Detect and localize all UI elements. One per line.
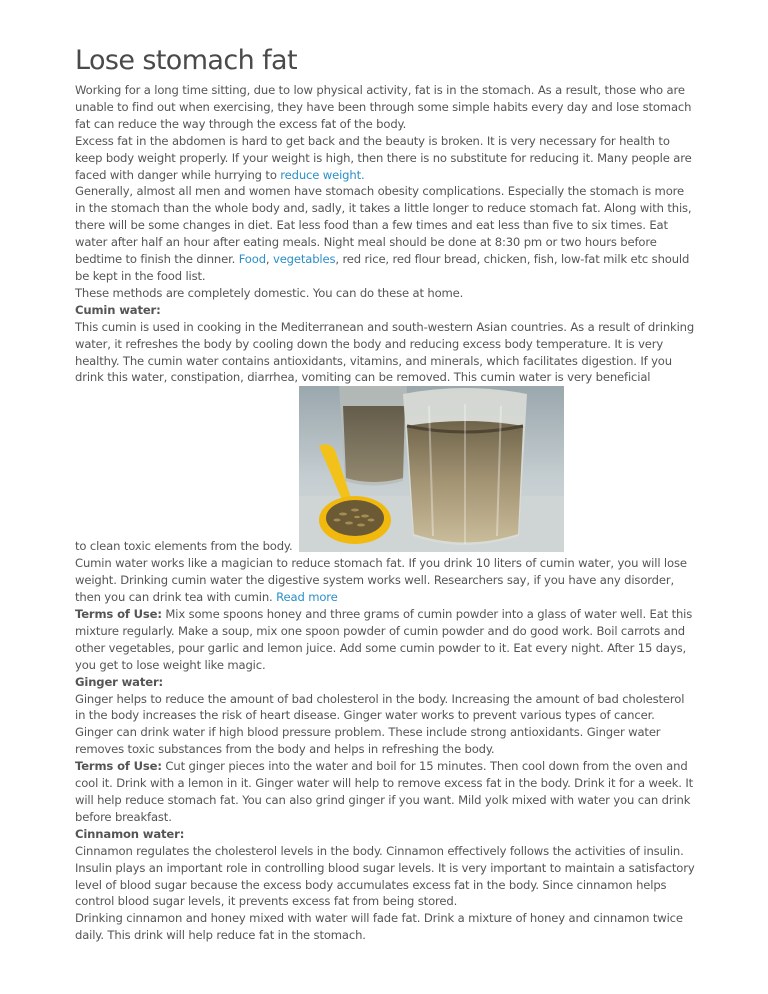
- article: [75, 44, 695, 944]
- intro-paragraph-2: Excess fat in the abdomen is hard to get back and the beauty is broken. It is very necessary for health to keep body weight properly. If your weight is high, then there is no substitute for reducing it. Many people are faced with danger while hurrying to reduce weight.: [75, 133, 692, 182]
- cinnamon-paragraph-2: Drinking cinnamon and honey mixed with water will fade fat. Drink a mixture of honey and cinnamon twice daily. This drink will help reduce fat in the stomach.: [75, 911, 683, 943]
- cumin-heading: Cumin water:: [75, 302, 161, 317]
- cumin-terms: Terms of Use: Mix some spoons honey and three grams of cumin powder into a glass of water well. Eat this mixture regularly. Make a soup, mix one spoon powder of cumin powder and do good work. Boil carrots and other vegetables, pour garlic and lemon juice. Add some cumin powder to it. Eat every night. After 15 days, you get to lose weight like magic.: [75, 607, 693, 672]
- cinnamon-heading: Cinnamon water:: [75, 826, 185, 841]
- page-title: Lose stomach fat: [75, 45, 297, 76]
- ginger-heading: Ginger water:: [75, 674, 164, 689]
- intro-paragraph-1: Working for a long time sitting, due to low physical activity, fat is in the stomach. As a result, those who are unable to find out when exercising, they have been through some simple habits every day and lose stomach fat can reduce the way through the excess fat of the body.: [75, 83, 692, 131]
- ginger-terms: Terms of Use: Cut ginger pieces into the water and boil for 15 minutes. Then cool down from the oven and cool it. Drink with a lemon in it. Ginger water will help to remove excess fat in the body. Drink it for a week. It will help reduce stomach fat. You can also grind ginger if you want. Mild yolk mixed with water you can drink before breakfast.: [75, 759, 694, 824]
- cumin-paragraph-2: Cumin water works like a magician to reduce stomach fat. If you drink 10 liters of cumin water, you will lose weight. Drinking cumin water the digestive system works well. Researchers say, if you have any disorder, then you can drink tea with cumin. Read more: [75, 556, 687, 605]
- cumin-paragraph-1-tail: to clean toxic elements from the body.: [75, 539, 293, 554]
- reduce-weight-link[interactable]: reduce weight.: [280, 167, 365, 182]
- read-more-link[interactable]: Read more: [276, 590, 338, 605]
- cumin-water-photo: [299, 386, 564, 552]
- cinnamon-paragraph-1: Cinnamon regulates the cholesterol levels in the body. Cinnamon effectively follows the activities of insulin. Insulin plays an important role in controlling blood sugar levels. It is very important to maintain a satisfactory level of blood sugar because the excess body accumulates excess fat in the body. Since cinnamon helps control blood sugar levels, it prevents excess fat from being stored.: [75, 843, 695, 909]
- vegetables-link[interactable]: vegetables: [272, 252, 336, 267]
- food-link[interactable]: Food: [238, 252, 266, 267]
- cumin-paragraph-1: This cumin is used in cooking in the Mediterranean and south-western Asian countries. As a result of drinking water, it refreshes the body by cooling down the body and reducing excess body temperature. It is very healthy. The cumin water contains antioxidants, vitamins, and minerals, which facilitates digestion. If you drink this water, constipation, diarrhea, vomiting can be removed. This cumin water is very beneficial: [75, 319, 695, 385]
- intro-paragraph-4: These methods are completely domestic. You can do these at home.: [75, 285, 464, 300]
- ginger-paragraph-1: Ginger helps to reduce the amount of bad cholesterol in the body. Increasing the amount of bad cholesterol in the body increases the risk of heart disease. Ginger water works to prevent various types of cancer. Ginger can drink water if high blood pressure problem. These include strong antioxidants. Ginger water removes toxic substances from the body and helps in refreshing the body.: [75, 691, 685, 757]
- cumin-image-block: [75, 386, 695, 555]
- intro-paragraph-3: Generally, almost all men and women have stomach obesity complications. Especially the stomach is more in the stomach than the whole body and, sadly, it takes a little longer to reduce stomach fat. Along with this, there will be some changes in diet. Eat less food than a few times and eat less than five to six times. Eat water after half an hour after eating meals. Night meal should be done at 8:30 pm or two hours before bedtime to finish the dinner. Food, vegetables, red rice, red flour bread, chicken, fish, low-fat milk etc should be kept in the food list.: [75, 184, 692, 283]
